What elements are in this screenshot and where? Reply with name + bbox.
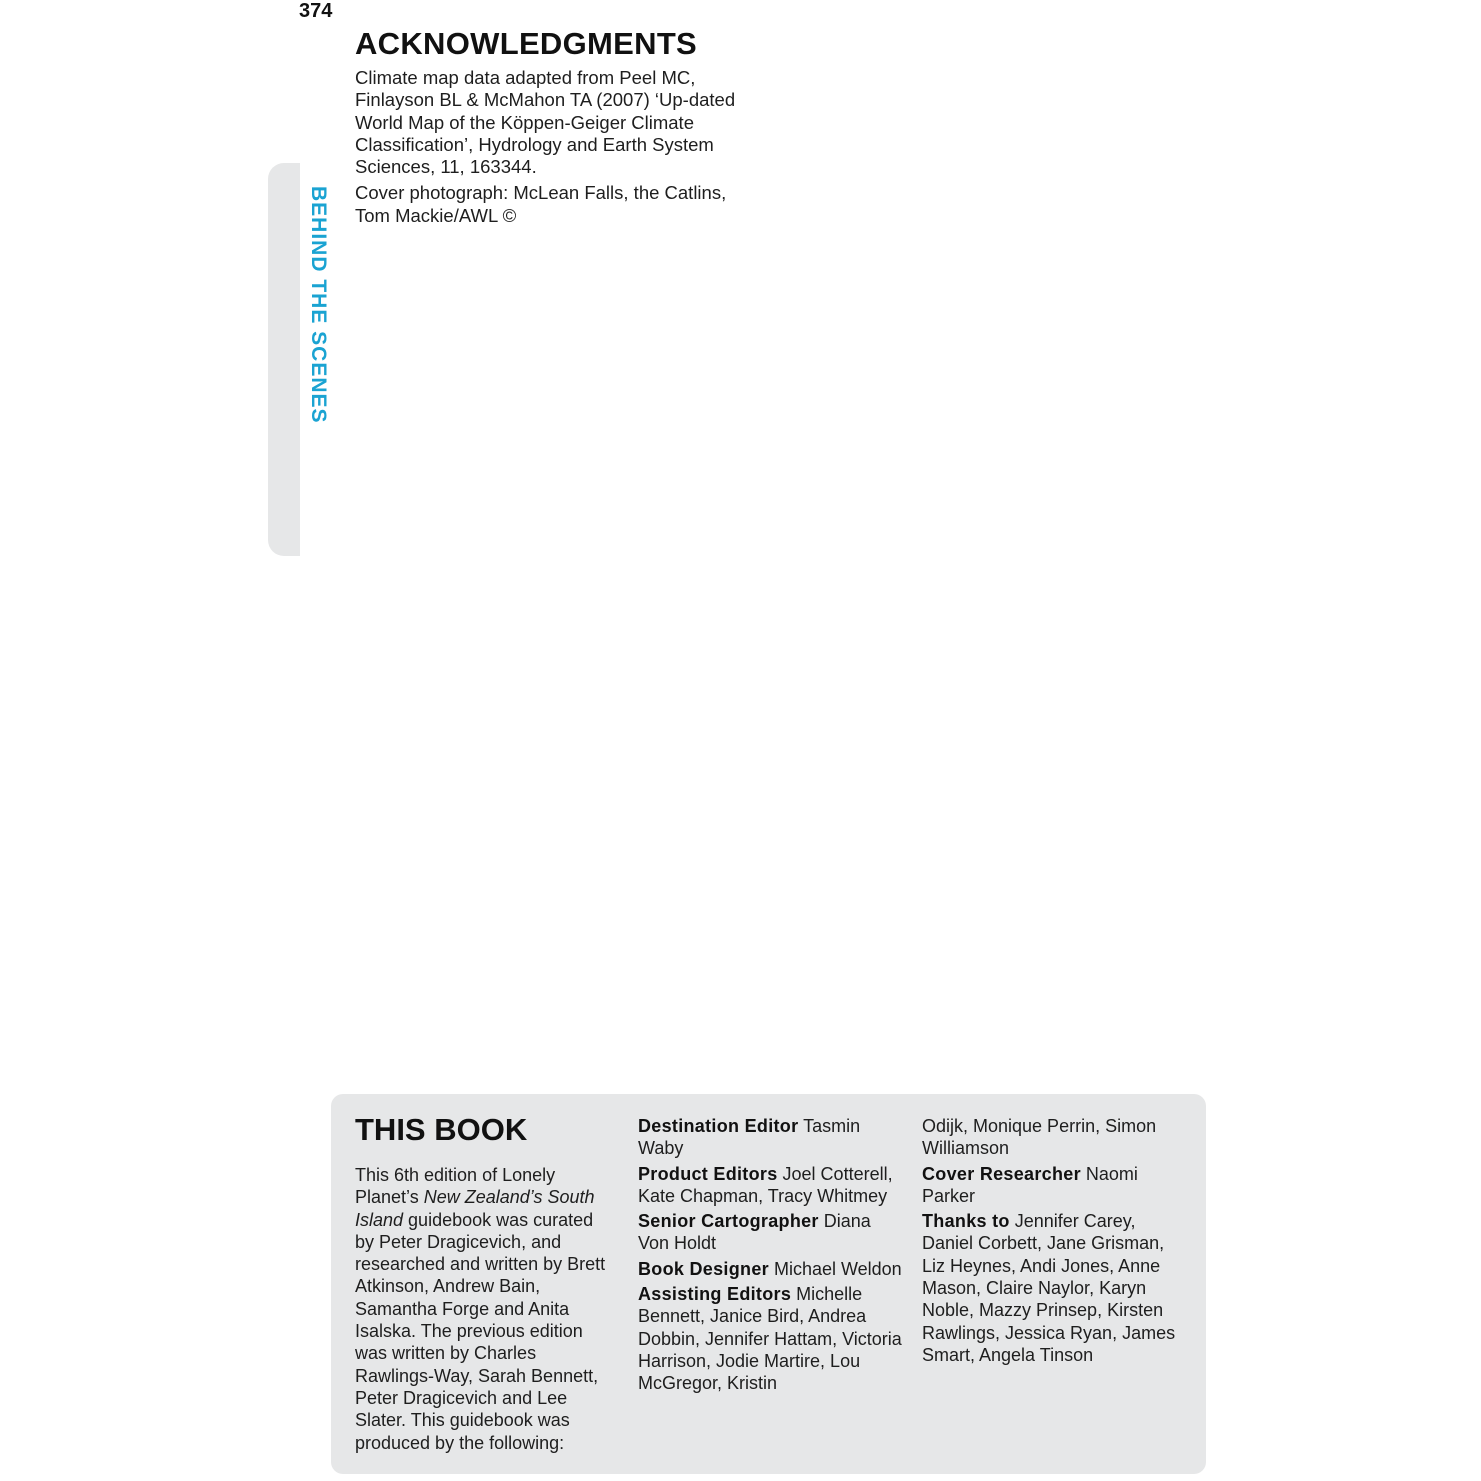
credit-entry <box>922 1115 1187 1160</box>
credit-entry <box>638 1163 903 1208</box>
credit-role: Senior Cartographer <box>638 1211 819 1232</box>
intro-text: guidebook was curated by Peter Dragicevich, and researched and written by Brett Atkinson, Andrew Bain, Samantha Forge and Anita Isalska. The previous edition was written by Charles Rawlings-Way, Sarah Bennett, Peter Dragicevich and Lee Slater. This guidebook was produced by the following: <box>355 1209 606 1453</box>
intro-book-title: New Zealand’s South Island <box>355 1187 595 1230</box>
credit-entry <box>922 1163 1187 1208</box>
credit-names: Diana Von Holdt <box>638 1211 871 1254</box>
intro-text: This 6th edition of Lonely Planet’s <box>355 1165 556 1208</box>
credit-names: Naomi Parker <box>922 1163 1138 1206</box>
credit-role: Assisting Editors <box>638 1284 792 1305</box>
credit-role: Thanks to <box>922 1211 1010 1232</box>
credit-names: Joel Cotterell, Kate Chapman, Tracy Whitmey <box>638 1163 893 1206</box>
credit-names: Michael Weldon <box>773 1258 902 1279</box>
credits-column-2 <box>638 1115 903 1398</box>
this-book-panel <box>331 1094 1206 1474</box>
acknowledgments-title: ACKNOWLEDGMENTS <box>355 26 698 61</box>
acknowledgments-body <box>355 67 765 231</box>
credits-column-3 <box>922 1115 1187 1369</box>
credit-names: Tasmin Waby <box>638 1116 861 1159</box>
credit-names: Jennifer Carey, Daniel Corbett, Jane Grisman, Liz Heynes, Andi Jones, Anne Mason, Claire Naylor, Karyn Noble, Mazzy Prinsep, Kirsten Rawlings, Jessica Ryan, James Smart, Angela Tinson <box>922 1211 1176 1365</box>
credit-entry <box>638 1258 903 1280</box>
acknowledgments-paragraph: Cover photograph: McLean Falls, the Catlins, Tom Mackie/AWL © <box>355 182 727 226</box>
this-book-title: THIS BOOK <box>355 1112 528 1147</box>
credit-names: Michelle Bennett, Janice Bird, Andrea Dobbin, Jennifer Hattam, Victoria Harrison, Jodie Martire, Lou McGregor, Kristin <box>638 1284 902 1394</box>
page-number: 374 <box>299 0 333 22</box>
credit-names: Odijk, Monique Perrin, Simon Williamson <box>922 1116 1157 1159</box>
credit-entry <box>638 1283 903 1394</box>
credit-entry <box>922 1210 1187 1366</box>
credit-role: Cover Researcher <box>922 1163 1081 1184</box>
side-tab <box>268 163 300 556</box>
credit-entry <box>638 1210 903 1255</box>
acknowledgments-paragraph: Climate map data adapted from Peel MC, Finlayson BL & McMahon TA (2007) ‘Up-dated World Map of the Köppen-Geiger Climate Classification’, Hydrology and Earth System Sciences, 11, 163344. <box>355 67 736 178</box>
side-tab-label: BEHIND THE SCENES <box>307 186 330 424</box>
this-book-intro <box>355 1164 613 1454</box>
credit-role: Destination Editor <box>638 1116 799 1136</box>
credit-role: Product Editors <box>638 1163 778 1184</box>
credit-entry <box>638 1115 903 1160</box>
credit-role: Book Designer <box>638 1258 769 1279</box>
